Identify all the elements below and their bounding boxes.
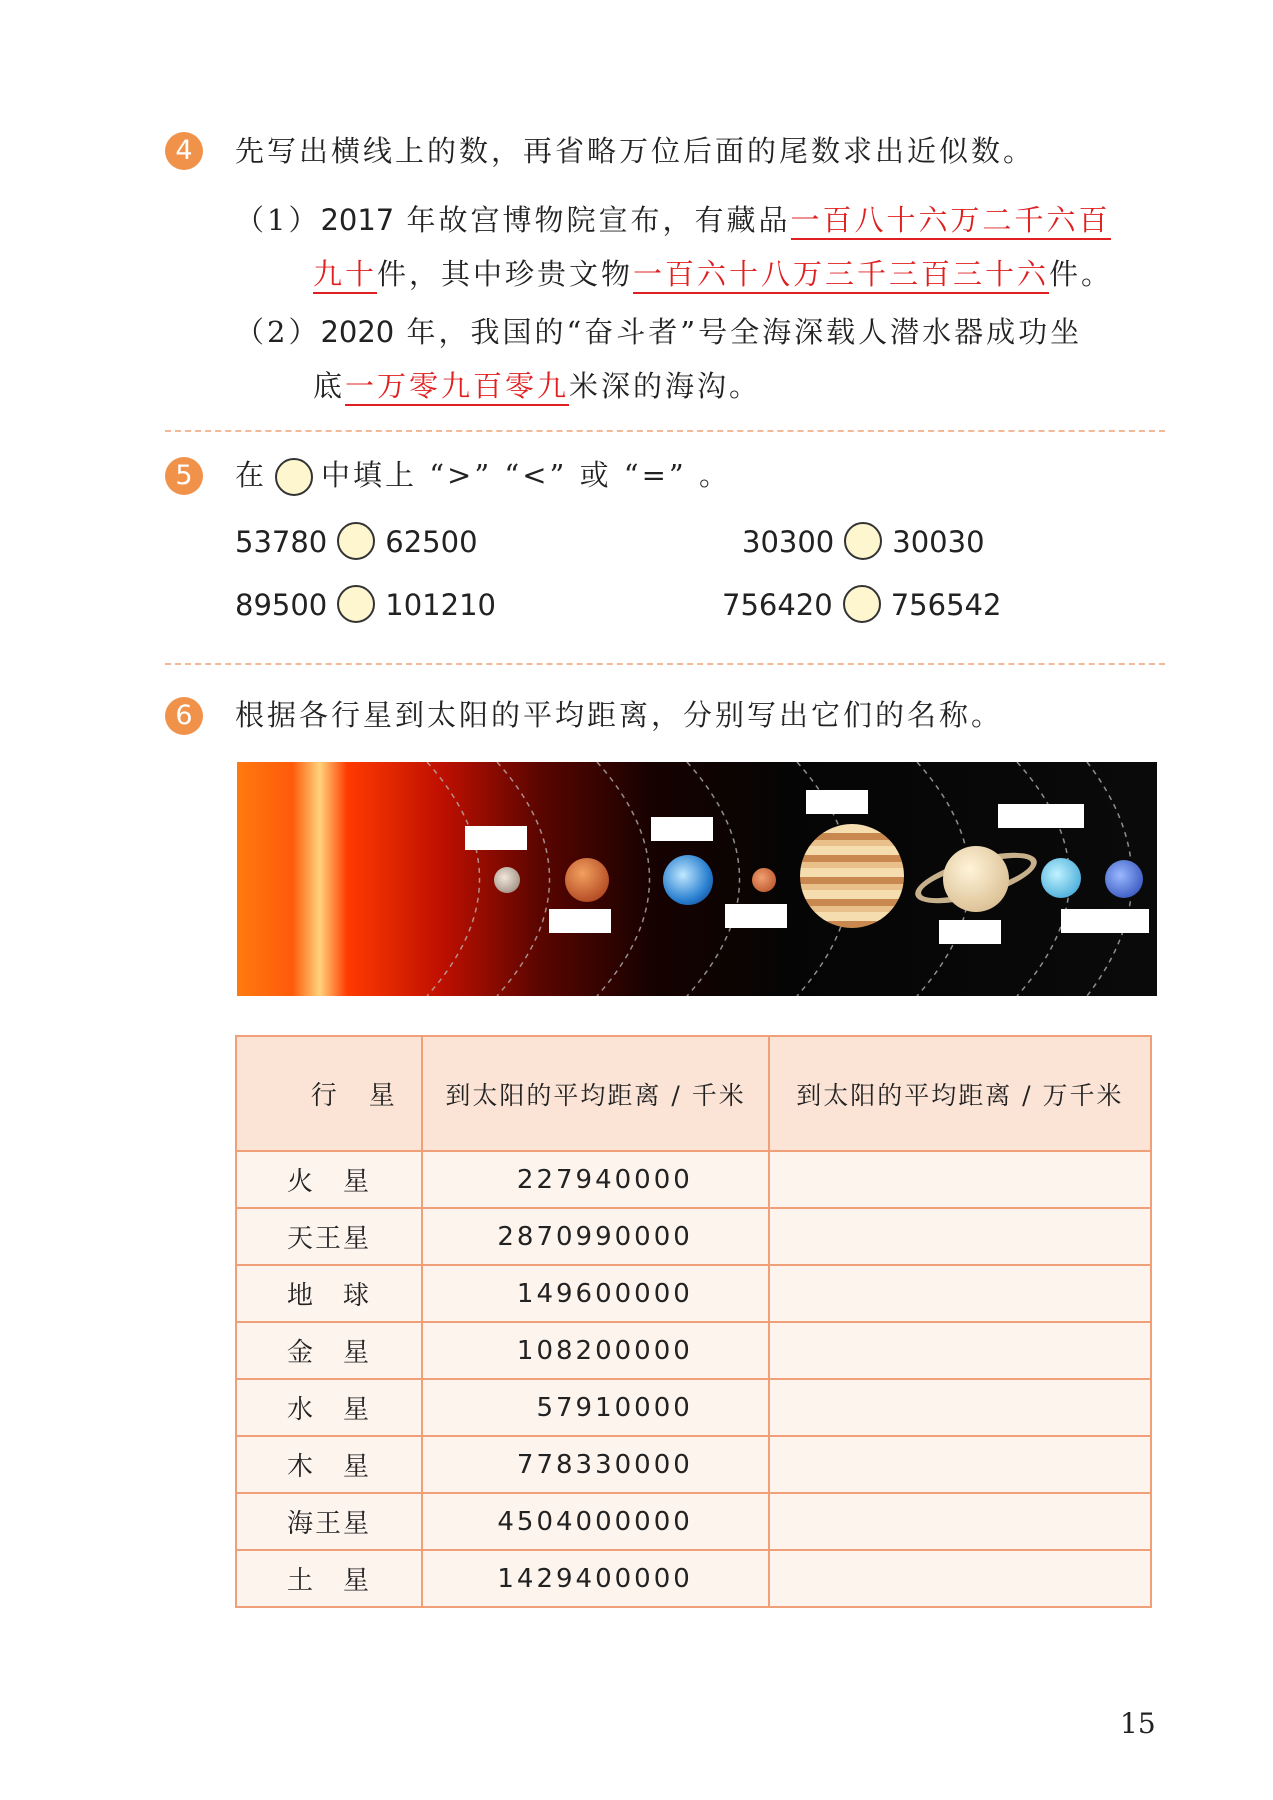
- planet-name: 金 星: [236, 1322, 422, 1379]
- compare-right: 62500: [385, 525, 478, 559]
- table-row: [236, 1208, 1151, 1265]
- table-row: [236, 1265, 1151, 1322]
- q4-item1-label: （1）: [235, 203, 321, 237]
- answer-circle[interactable]: [337, 585, 375, 623]
- q4-item2-label: （2）: [235, 315, 321, 349]
- divider-2: [165, 663, 1165, 665]
- compare-right: 756542: [890, 588, 1002, 622]
- answer-circle[interactable]: [337, 522, 375, 560]
- table-row: [236, 1436, 1151, 1493]
- compare-left: 30300: [742, 525, 835, 559]
- distance-km: 1429400000: [422, 1550, 768, 1607]
- answer-cell[interactable]: [769, 1265, 1151, 1322]
- sample-circle: [275, 458, 313, 496]
- compare-row-3: [235, 585, 496, 626]
- header-distance-wan-km: 到太阳的平均距离 / 万千米: [769, 1036, 1151, 1151]
- answer-cell[interactable]: [769, 1493, 1151, 1550]
- q4-item2-line2: [313, 366, 761, 406]
- header-distance-km: 到太阳的平均距离 / 千米: [422, 1036, 768, 1151]
- q4-instruction: 先写出横线上的数，再省略万位后面的尾数求出近似数。: [235, 134, 1036, 168]
- q4-item2-text: 年，我国的“奋斗者”号全海深载人潜水器成功坐: [394, 315, 1083, 349]
- q4-item1-line2: [313, 254, 1113, 294]
- venus-planet: [565, 858, 609, 902]
- q4-item1-answer2: 一百六十八万三千三百三十六: [633, 257, 1049, 294]
- compare-row-1: [235, 522, 478, 563]
- answer-cell[interactable]: [769, 1436, 1151, 1493]
- q4-item2-end: 米深的海沟。: [569, 369, 762, 403]
- label-box[interactable]: [549, 909, 611, 933]
- answer-circle[interactable]: [844, 522, 882, 560]
- question-number-5: 5: [165, 457, 203, 495]
- planet-name: 天王星: [236, 1208, 422, 1265]
- compare-row-4: [722, 585, 1001, 626]
- answer-cell[interactable]: [769, 1322, 1151, 1379]
- q5-instruction: [235, 455, 731, 496]
- compare-right: 101210: [385, 588, 496, 622]
- distance-km: 108200000: [422, 1322, 768, 1379]
- question-number-4: 4: [165, 132, 203, 170]
- planet-distance-table: [235, 1035, 1152, 1608]
- distance-km: 778330000: [422, 1436, 768, 1493]
- q4-item2-pre2: 底: [313, 369, 346, 403]
- neptune-planet: [1105, 860, 1143, 898]
- distance-km: 227940000: [422, 1151, 768, 1208]
- q4-item1-year: 2017: [320, 203, 395, 237]
- compare-left: 756420: [722, 588, 833, 622]
- label-box[interactable]: [998, 804, 1084, 828]
- label-box[interactable]: [651, 817, 713, 841]
- q4-item2-year: 2020: [320, 315, 395, 349]
- table-row: [236, 1322, 1151, 1379]
- answer-cell[interactable]: [769, 1379, 1151, 1436]
- label-box[interactable]: [1061, 909, 1149, 933]
- planet-name: 木 星: [236, 1436, 422, 1493]
- planet-name: 火 星: [236, 1151, 422, 1208]
- answer-cell[interactable]: [769, 1208, 1151, 1265]
- q5-instruction-post: 中填上 “>” “<” 或 “=” 。: [321, 458, 731, 492]
- table-row: [236, 1379, 1151, 1436]
- distance-km: 4504000000: [422, 1493, 768, 1550]
- mercury-planet: [494, 867, 520, 893]
- distance-km: 2870990000: [422, 1208, 768, 1265]
- compare-left: 89500: [235, 588, 328, 622]
- table-header-row: [236, 1036, 1151, 1151]
- planet-name: 地 球: [236, 1265, 422, 1322]
- q4-item1-answer1a: 一百八十六万二千六百: [791, 203, 1111, 240]
- earth-planet: [663, 855, 713, 905]
- compare-row-2: [742, 522, 985, 563]
- answer-cell[interactable]: [769, 1151, 1151, 1208]
- planet-name: 土 星: [236, 1550, 422, 1607]
- distance-km: 57910000: [422, 1379, 768, 1436]
- q4-item1-line1: [235, 200, 1111, 240]
- answer-circle[interactable]: [843, 585, 881, 623]
- q5-instruction-pre: 在: [235, 458, 268, 492]
- q6-instruction: 根据各行星到太阳的平均距离，分别写出它们的名称。: [235, 698, 1004, 732]
- label-box[interactable]: [725, 904, 787, 928]
- question-number-6: 6: [165, 697, 203, 735]
- divider-1: [165, 430, 1165, 432]
- compare-right: 30030: [892, 525, 985, 559]
- header-planet: 行 星: [236, 1036, 422, 1151]
- label-box[interactable]: [465, 826, 527, 850]
- compare-left: 53780: [235, 525, 328, 559]
- uranus-planet: [1041, 858, 1081, 898]
- q4-item2-line1: [235, 312, 1082, 352]
- mars-planet: [752, 868, 776, 892]
- planet-name: 海王星: [236, 1493, 422, 1550]
- q4-item1-text: 年故宫博物院宣布，有藏品: [394, 203, 791, 237]
- planet-name: 水 星: [236, 1379, 422, 1436]
- q4-item2-answer: 一万零九百零九: [345, 369, 569, 406]
- answer-cell[interactable]: [769, 1550, 1151, 1607]
- distance-km: 149600000: [422, 1265, 768, 1322]
- table-row: [236, 1550, 1151, 1607]
- q4-item1-mid: 件，其中珍贵文物: [377, 257, 634, 291]
- table-row: [236, 1151, 1151, 1208]
- q4-item1-answer1b: 九十: [313, 257, 377, 294]
- label-box[interactable]: [939, 920, 1001, 944]
- jupiter-planet: [800, 824, 904, 928]
- page-number: 15: [1120, 1707, 1156, 1740]
- q4-item1-end: 件。: [1049, 257, 1114, 291]
- solar-system-image: [237, 762, 1157, 996]
- table-row: [236, 1493, 1151, 1550]
- saturn-planet: [943, 846, 1009, 912]
- label-box[interactable]: [806, 790, 868, 814]
